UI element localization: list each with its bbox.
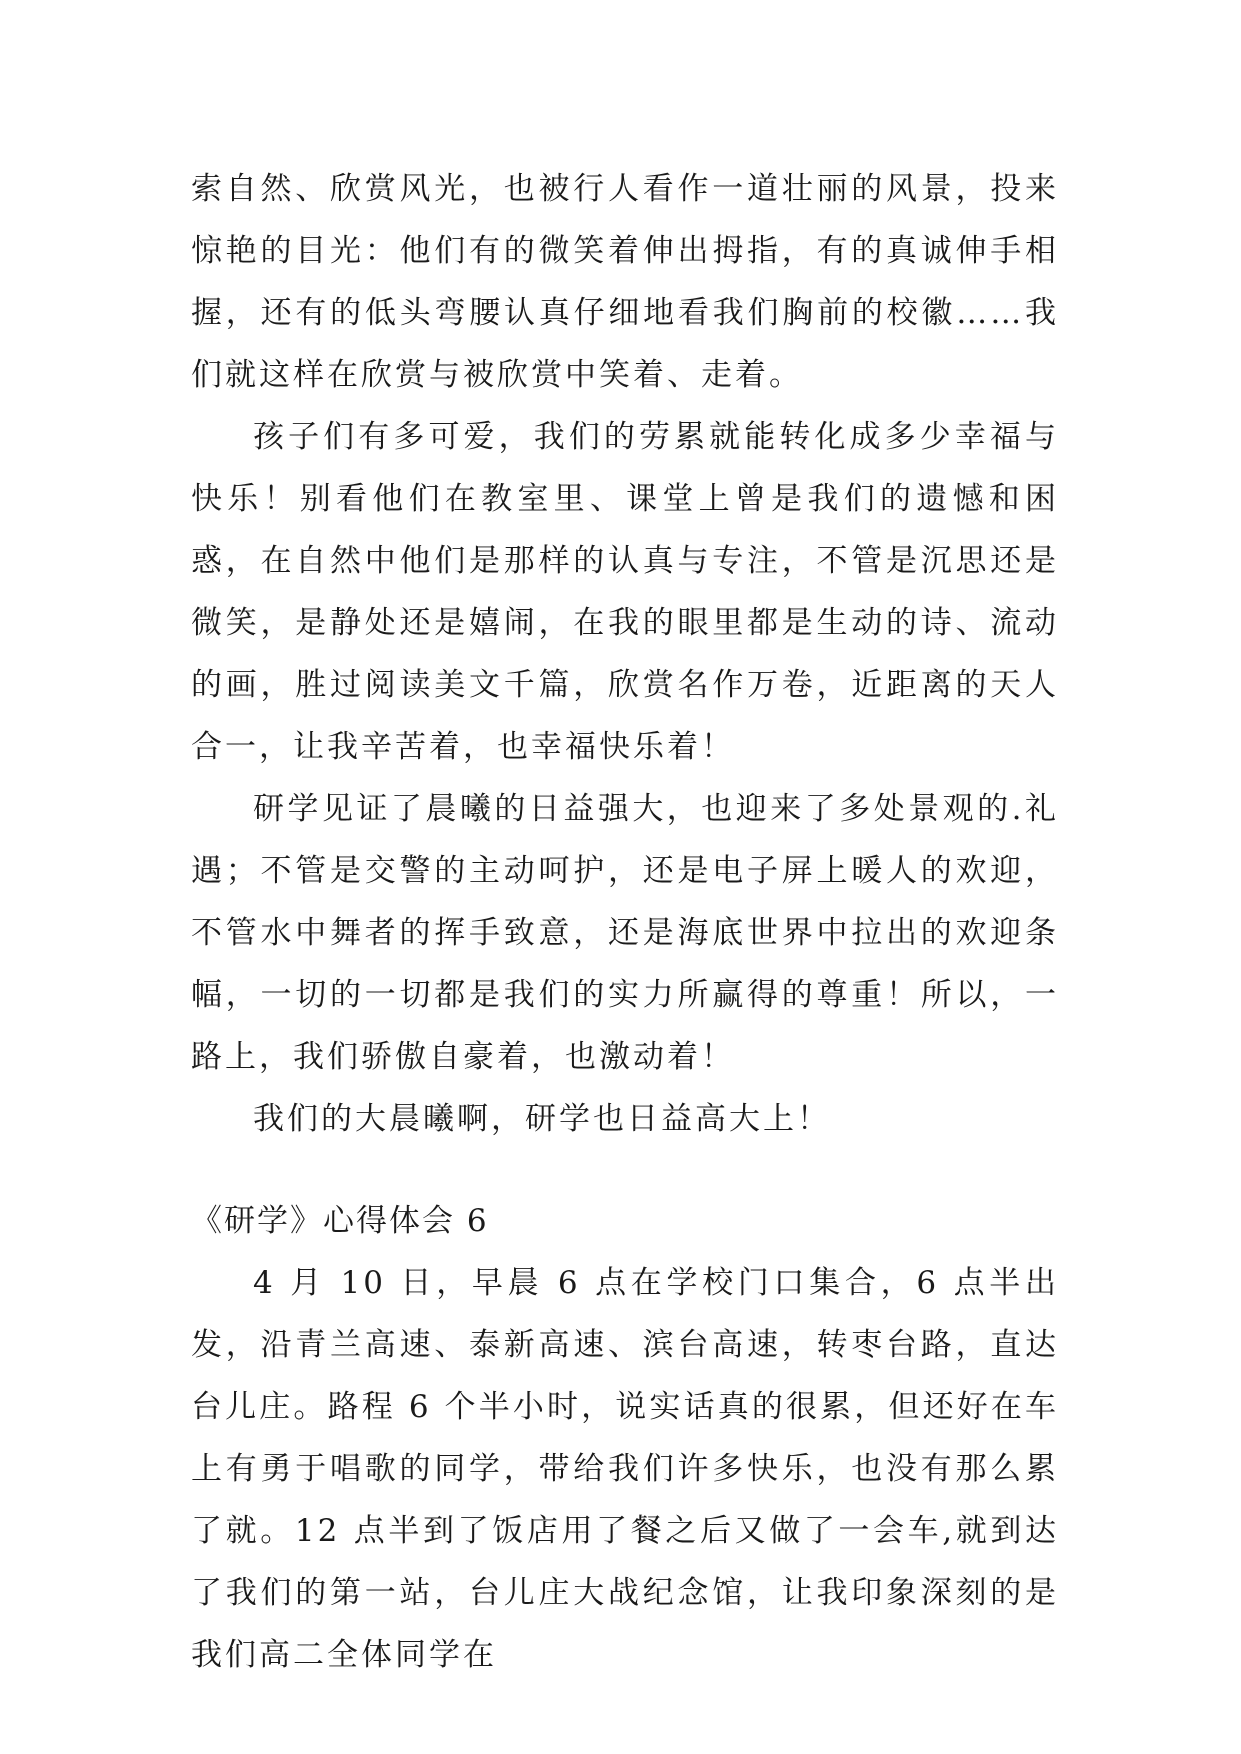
paragraph-study-witness: 研学见证了晨曦的日益强大，也迎来了多处景观的.礼遇；不管是交警的主动呵护，还是电子屏上暖人的欢迎，不管水中舞者的挥手致意，还是海底世界中拉出的欢迎条幅，一切的一切都是我们的实力所赢得的尊重！所以，一路上，我们骄傲自豪着，也激动着！ — [191, 791, 1059, 1075]
paragraph-itinerary: 4 月 10 日，早晨 6 点在学校门口集合，6 点半出发，沿青兰高速、泰新高速、滨台高速，转枣台路，直达台儿庄。路程 6 个半小时，说实话真的很累，但还好在车上有勇于唱歌的同学，带给我们许多快乐，也没有那么累了就。12 点半到了饭店用了餐之后又做了一会车,就到达了我们的第一站，台儿庄大战纪念馆，让我印象深刻的是我们高二全体同学在 — [191, 1265, 1059, 1673]
paragraph-closing: 我们的大晨曦啊，研学也日益高大上！ — [253, 1101, 831, 1137]
paragraph-continuation: 索自然、欣赏风光，也被行人看作一道壮丽的风景，投来惊艳的目光：他们有的微笑着伸出拇指，有的真诚伸手相握，还有的低头弯腰认真仔细地看我们胸前的校徽……我们就这样在欣赏与被欣赏中笑着、走着。 — [191, 171, 1059, 393]
document-body — [191, 158, 1059, 1686]
section-title: 《研学》心得体会 6 — [191, 1203, 489, 1239]
paragraph-children: 孩子们有多可爱，我们的劳累就能转化成多少幸福与快乐！别看他们在教室里、课堂上曾是我们的遗憾和困惑，在自然中他们是那样的认真与专注，不管是沉思还是微笑，是静处还是嬉闹，在我的眼里都是生动的诗、流动的画，胜过阅读美文千篇，欣赏名作万卷，近距离的天人合一，让我辛苦着，也幸福快乐着！ — [191, 419, 1059, 765]
section-spacer — [191, 1150, 1059, 1190]
